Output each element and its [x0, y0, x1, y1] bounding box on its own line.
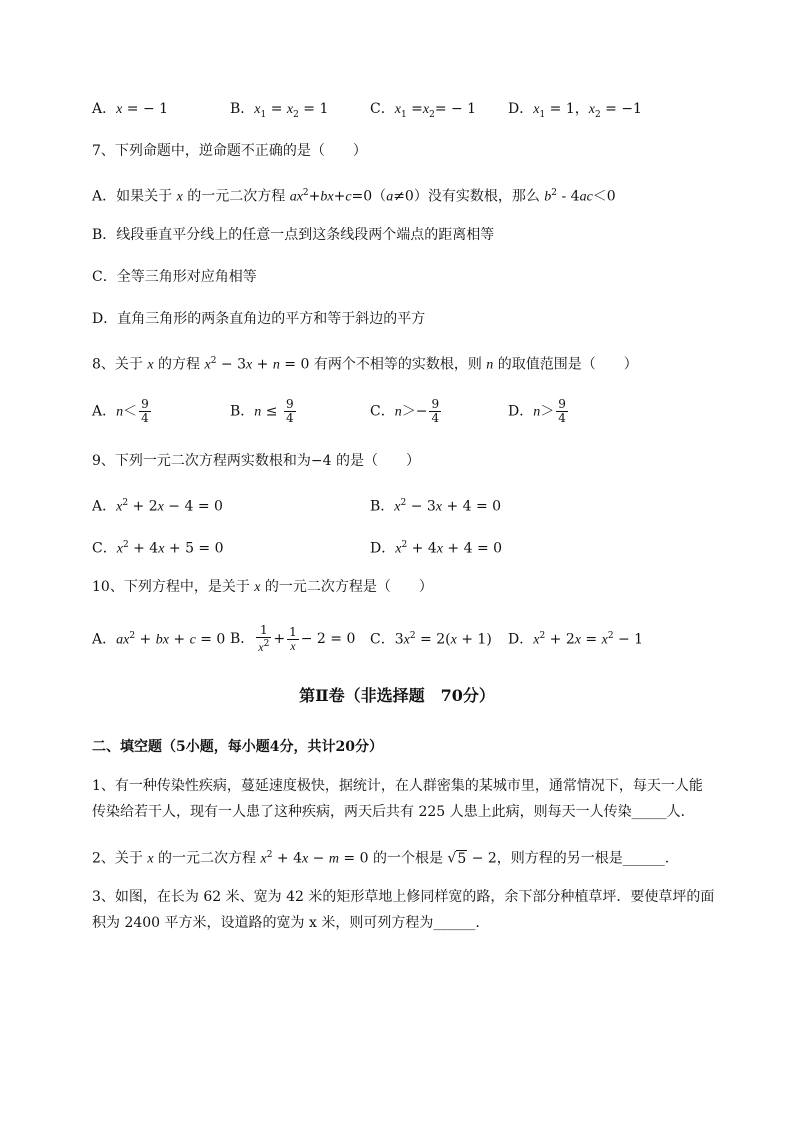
q8-option-a: A．n＜ $\frac{9}{4}$: [92, 397, 149, 425]
fill3-line1: 3、如图，在长为 62 米、宽为 42 米的矩形草地上修同样宽的路，余下部分种植草坪．要使草坪的面: [92, 889, 715, 905]
q10-option-c: C．$3x^2 = 2(x + 1)$: [370, 631, 492, 648]
fill1-line1: 1、有一种传染性疾病，蔓延速度极快，据统计，在人群密集的某城市里，通常情况下，每天一人能: [92, 778, 703, 794]
q7-stem: 7、下列命题中，逆命题不正确的是（ ）: [92, 143, 367, 159]
q10-option-b: B． $\frac{1}{x^2}$ + $\frac{1}{x}$ − 2 = 0: [230, 623, 356, 654]
q6-option-d: D．$x_1 = 1$，$x_2 = -1$: [508, 101, 642, 120]
q7-option-d: D．直角三角形的两条直角边的平方和等于斜边的平方: [92, 311, 426, 327]
fill-question-3: [92, 884, 742, 936]
q10-option-d: D．$x^2 + 2x = x^2 - 1$: [508, 631, 644, 648]
q8-option-b: B．n ≤ $\frac{9}{4}$: [230, 397, 294, 425]
q10-stem: 10、下列方程中，是关于 x 的一元二次方程是（ ）: [92, 579, 433, 595]
q8-stem: 8、关于 x 的方程 $x^2 - 3x + n = 0$ 有两个不相等的实数根，则 n 的取值范围是（ ）: [92, 356, 638, 373]
q7-option-b: B．线段垂直平分线上的任意一点到这条线段两个端点的距离相等: [92, 227, 495, 243]
q8-option-d: D．n＞ $\frac{9}{4}$: [508, 397, 566, 425]
q7-option-a: A．如果关于 x 的一元二次方程 $ax^2+bx+c=0(a\ne 0)$没有实数根，那么 $b^2 - 4ac<0$: [92, 188, 616, 205]
fill3-line2: 积为 2400 平方米，设道路的宽为 x 米，则可列方程为______.: [92, 915, 480, 931]
fill1-line2: 传染给若干人，现有一人患了这种疾病，两天后共有 225 人患上此病，则每天一人传染_____人．: [92, 804, 695, 820]
part2-title: 第Ⅱ卷（非选择题 70分）: [299, 686, 495, 705]
q9-option-a: A．$x^2 + 2x - 4 = 0$: [92, 498, 223, 515]
section2-heading: 二、填空题（5小题，每小题4分，共计20分）: [92, 739, 383, 755]
q10-option-a: A．$ax^2$ + bx + c = 0: [92, 631, 226, 648]
q7-option-c: C．全等三角形对应角相等: [92, 269, 257, 285]
fill-question-2: 2、关于 x 的一元二次方程 $x^2 + 4x - m = 0$ 的一个根是 √5 − 2，则方程的另一根是______.: [92, 850, 670, 867]
q6-option-a: A．x = − 1: [92, 101, 169, 117]
fill-question-1: [92, 773, 742, 825]
q6-option-b: B．$x_1 = x_2 = 1$: [230, 101, 329, 120]
q9-option-d: D．$x^2 + 4x + 4 = 0$: [370, 540, 503, 557]
q9-option-b: B．$x^2 - 3x + 4 = 0$: [370, 498, 502, 515]
q8-option-c: C．n＞− $\frac{9}{4}$: [370, 397, 440, 425]
q9-stem: 9、下列一元二次方程两实数根和为−4 的是（ ）: [92, 453, 420, 469]
q6-option-c: C．$x_1 =x_2= - 1$: [370, 101, 477, 120]
q9-option-c: C．$x^2 + 4x + 5 = 0$: [92, 540, 224, 557]
